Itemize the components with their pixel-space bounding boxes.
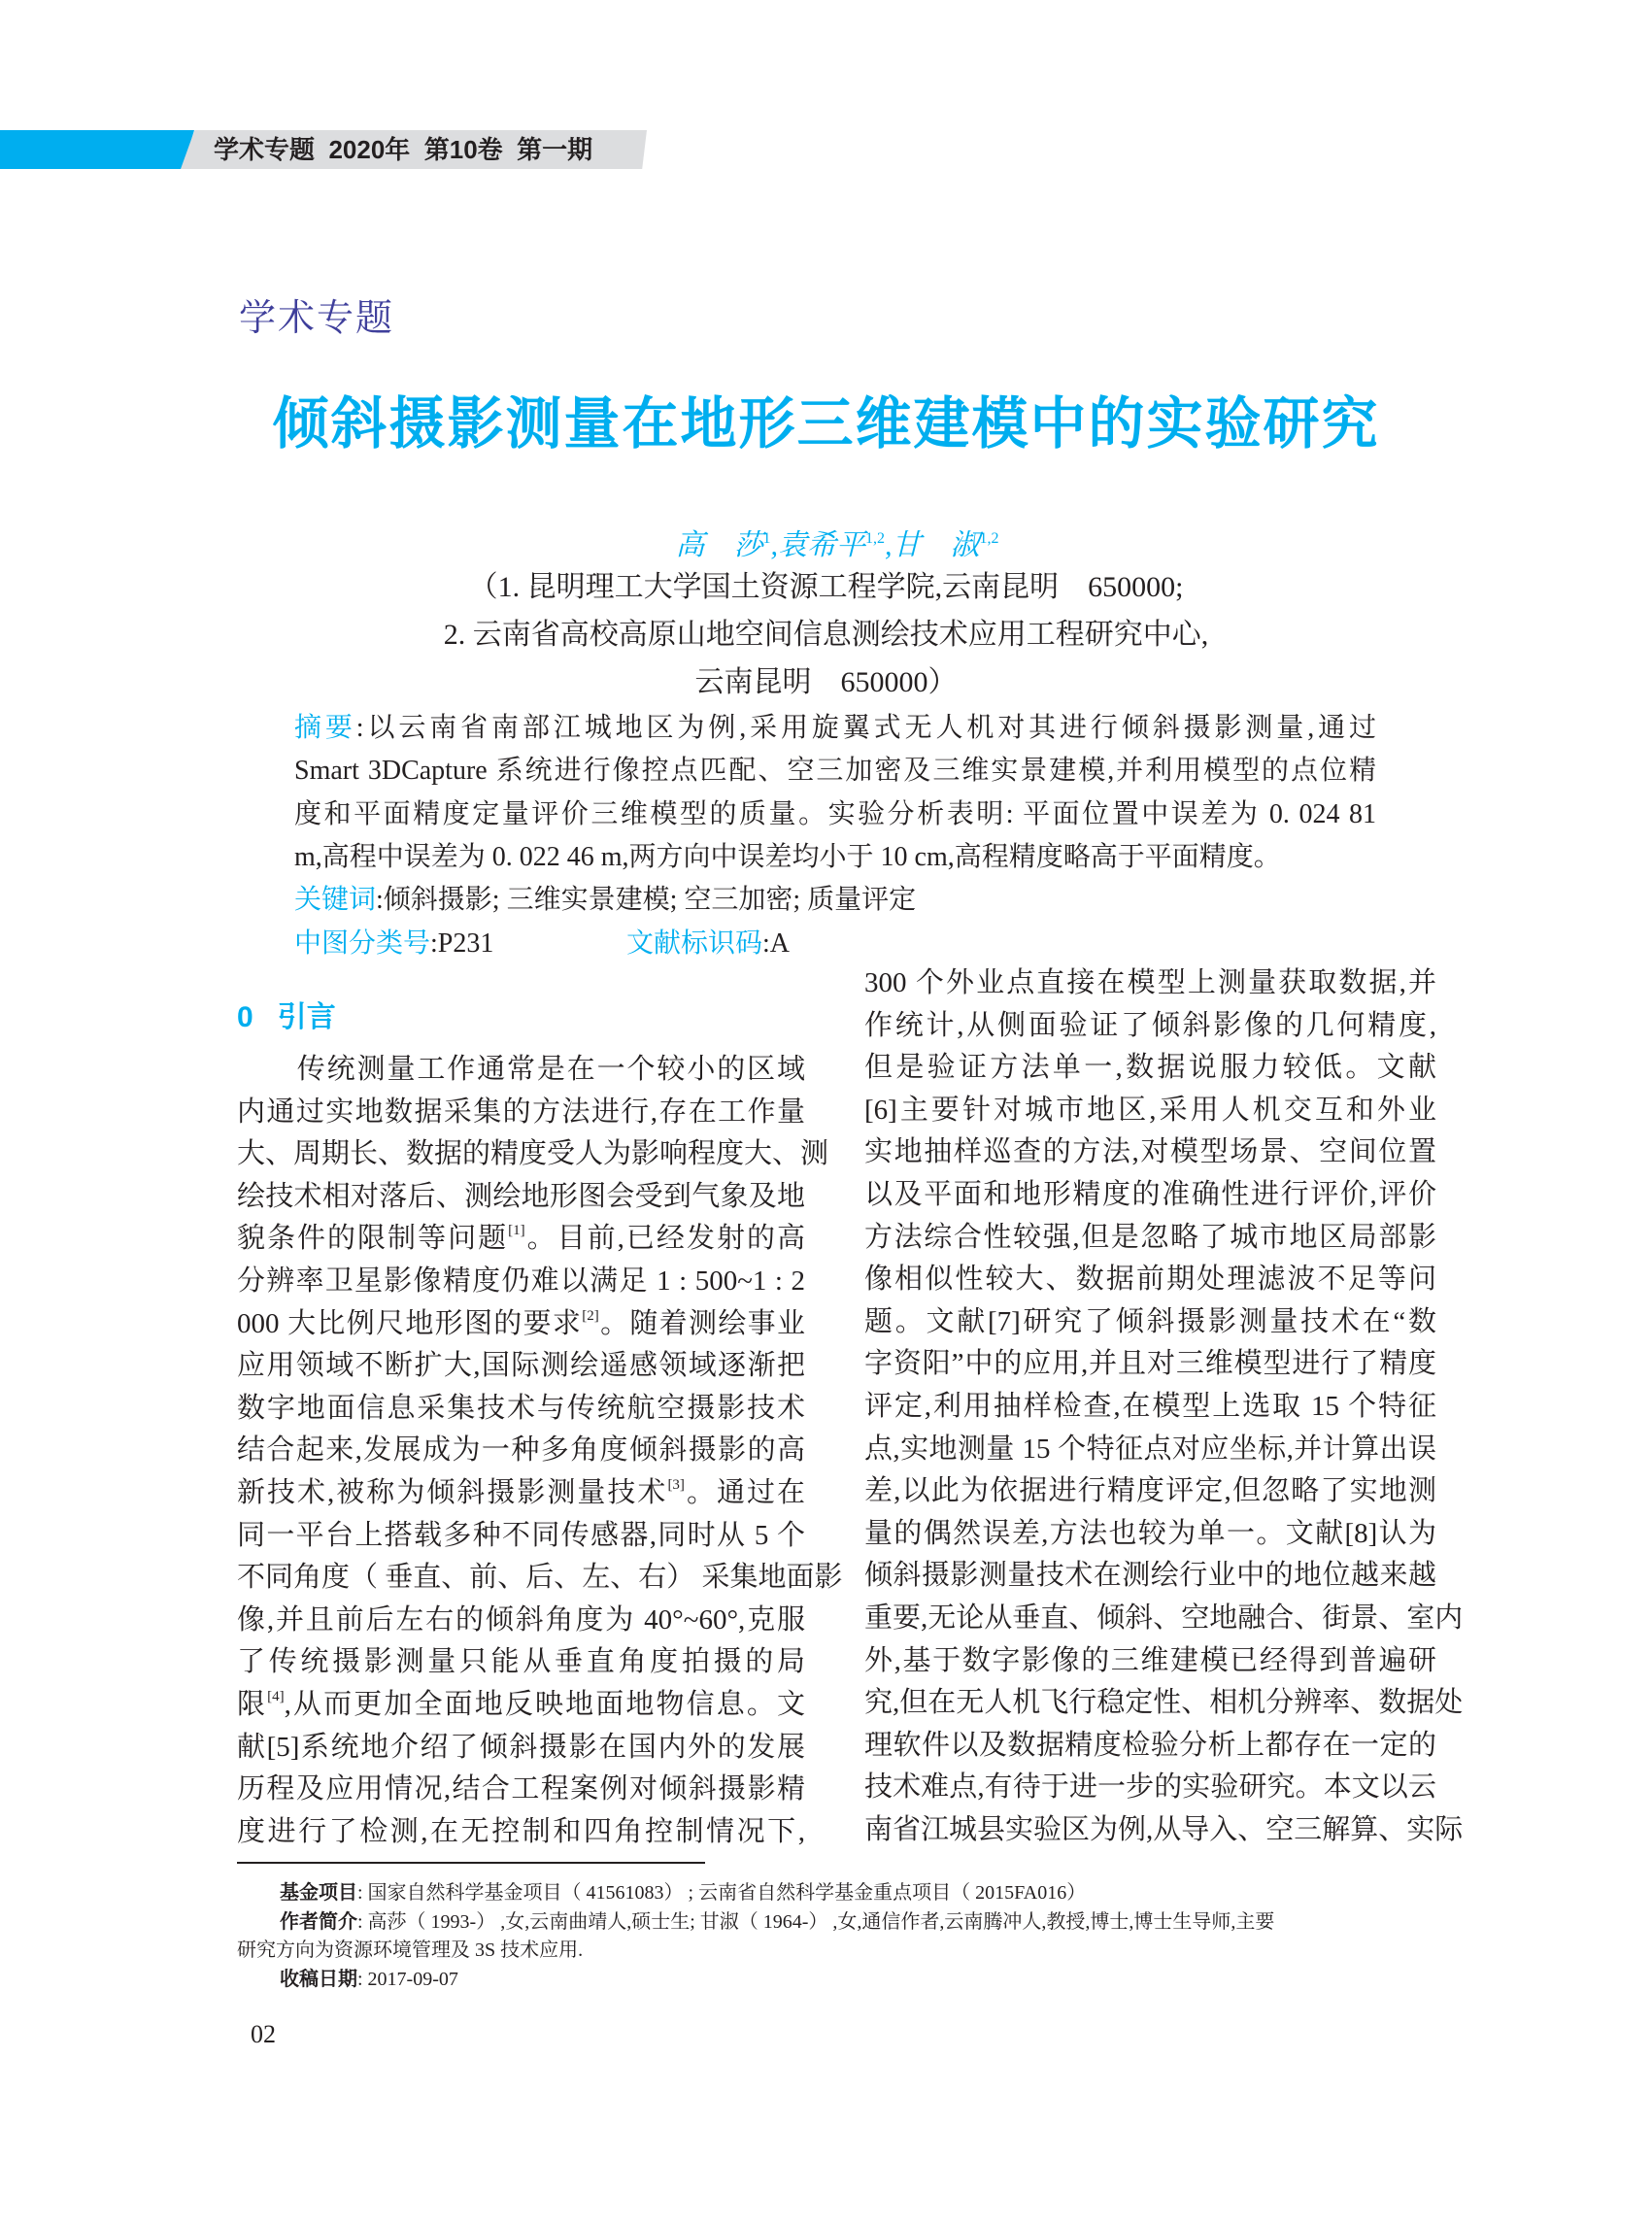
body-text: 传统测量工作通常是在一个较小的区域 <box>237 1054 805 1085</box>
body-text: 南省江城县实验区为例,从导入、空三解算、实际 <box>864 1813 1464 1845</box>
body-text: 结合起来,发展成为一种多角度倾斜摄影的高 <box>237 1434 805 1467</box>
body-line <box>237 1388 805 1431</box>
keywords-text: :倾斜摄影; 三维实景建模; 空三加密; 质量评定 <box>376 885 917 915</box>
footnote-text: : 2017-09-07 <box>357 1969 458 1990</box>
body-line <box>864 1005 1436 1048</box>
body-line <box>864 1809 1464 1852</box>
body-text: 像,并且前后左右的倾斜角度为 40°~60°,克服 <box>237 1603 805 1636</box>
body-line <box>237 1261 805 1303</box>
body-line <box>864 1555 1436 1598</box>
body-text: 评定,利用抽样检查,在模型上选取 15 个特征 <box>864 1390 1436 1422</box>
body-line <box>864 1386 1436 1429</box>
section-label: 学术专题 <box>239 298 395 339</box>
body-line <box>237 1176 805 1219</box>
body-line <box>237 1049 805 1092</box>
body-text: 限 <box>237 1688 268 1720</box>
body-text: 外,基于数字影像的三维建模已经得到普遍研 <box>864 1644 1436 1676</box>
body-text: 究,但在无人机飞行稳定性、相机分辨率、数据处 <box>864 1687 1464 1719</box>
affiliation-line: （1. 昆明理工大学国土资源工程学院,云南昆明 650000; <box>468 571 1184 603</box>
body-line <box>237 1727 805 1770</box>
body-line <box>237 1218 805 1261</box>
body-text: 字资阳”中的应用,并且对三维模型进行了精度 <box>864 1348 1436 1380</box>
body-line <box>864 1725 1436 1768</box>
body-line <box>864 1767 1436 1809</box>
body-line <box>864 1343 1436 1386</box>
body-text: 300 个外业点直接在模型上测量获取数据,并 <box>864 967 1436 998</box>
body-line <box>864 1640 1436 1683</box>
document-code-value: :A <box>762 928 791 959</box>
body-line <box>864 962 1436 1005</box>
abstract-text: :以云南省南部江城地区为例,采用旋翼式无人机对其进行倾斜摄影测量,通过 <box>355 713 1376 743</box>
left-column-body <box>237 1049 843 1853</box>
footnote-label: 作者简介 <box>280 1911 357 1933</box>
footnote-author-cont: 研究方向为资源环境管理及 3S 技术应用. <box>237 1939 584 1961</box>
body-text: [6]主要针对城市地区,采用人机交互和外业 <box>864 1094 1436 1126</box>
body-text: 献[5]系统地介绍了倾斜摄影在国内外的发展 <box>237 1731 805 1763</box>
body-line <box>237 1600 805 1642</box>
body-text: 新技术,被称为倾斜摄影测量技术 <box>237 1476 668 1508</box>
running-header: 学术专题 2020年 第10卷 第一期 <box>214 135 593 164</box>
body-line <box>237 1769 805 1811</box>
citation-mark: [3] <box>667 1476 685 1493</box>
section-heading <box>237 993 336 1035</box>
page-number: 02 <box>251 2020 276 2048</box>
body-line <box>864 1131 1436 1174</box>
abstract-label: 摘要 <box>294 713 356 743</box>
body-line <box>864 1047 1436 1090</box>
body-text: 度进行了检测,在无控制和四角控制情况下, <box>237 1815 805 1847</box>
citation-mark: [4] <box>267 1688 285 1704</box>
author-affiliation-mark: 1 <box>762 530 771 547</box>
body-text: 大、周期长、数据的精度受人为影响程度大、测 <box>237 1138 829 1170</box>
body-line <box>237 1345 805 1388</box>
section-title: 引言 <box>277 1001 336 1033</box>
citation-mark: [1] <box>508 1223 525 1239</box>
footnote-text: : 国家自然科学基金项目（ 41561083） ; 云南省自然科学基金重点项目（ 2015FA016） <box>357 1882 1087 1904</box>
body-text: 作统计,从侧面验证了倾斜影像的几何精度, <box>864 1009 1436 1041</box>
body-text: 点,实地测量 15 个特征点对应坐标,并计算出误 <box>864 1433 1436 1465</box>
body-line <box>237 1684 805 1727</box>
body-line <box>237 1515 805 1558</box>
body-text: 但是验证方法单一,数据说服力较低。文献 <box>864 1052 1436 1084</box>
body-line <box>237 1472 805 1515</box>
body-text: 000 大比例尺地形图的要求 <box>237 1307 583 1339</box>
body-text: 倾斜摄影测量技术在测绘行业中的地位越来越 <box>864 1560 1436 1592</box>
body-text: 。随着测绘事业 <box>598 1307 805 1339</box>
body-text: 历程及应用情况,结合工程案例对倾斜摄影精 <box>237 1773 805 1805</box>
body-line <box>864 1429 1436 1471</box>
body-line <box>864 1217 1436 1260</box>
body-text: 题。文献[7]研究了倾斜摄影测量技术在“数 <box>864 1305 1436 1337</box>
author-name: 高 莎 <box>675 529 763 561</box>
classification-label: 中图分类号 <box>294 928 431 959</box>
keywords-label: 关键词 <box>294 885 377 915</box>
body-text: 不同角度（ 垂直、前、后、左、右） 采集地面影 <box>237 1562 843 1594</box>
author-separator: , <box>885 529 893 561</box>
body-text: 技术难点,有待于进一步的实验研究。本文以云 <box>864 1771 1436 1804</box>
document-code <box>626 925 918 963</box>
body-line <box>864 1174 1436 1217</box>
paper-title: 倾斜摄影测量在地形三维建模中的实验研究 <box>272 392 1380 455</box>
body-line <box>864 1301 1436 1344</box>
author-list <box>0 521 1652 563</box>
footnote-divider <box>237 1862 705 1864</box>
classification <box>294 925 615 963</box>
body-text: 理软件以及数据精度检验分析上都存在一定的 <box>864 1729 1436 1761</box>
affiliation-line: 云南昆明 650000） <box>694 666 958 698</box>
body-text: 。目前,已经发射的高 <box>524 1223 805 1255</box>
body-line <box>864 1513 1436 1556</box>
document-code-label: 文献标识码 <box>626 928 763 959</box>
body-text: 实地抽样巡查的方法,对模型场景、空间位置 <box>864 1136 1436 1168</box>
section-number: 0 <box>237 1001 253 1033</box>
body-text: 以及平面和地形精度的准确性进行评价,评价 <box>864 1178 1436 1210</box>
body-text: 方法综合性较强,但是忽略了城市地区局部影 <box>864 1221 1436 1253</box>
author-name: 袁希平 <box>778 529 865 561</box>
body-line <box>237 1133 829 1176</box>
classification-code: :P231 <box>430 928 494 959</box>
author-separator: , <box>770 529 778 561</box>
body-text: ,从而更加全面地反映地面地物信息。文 <box>284 1688 805 1720</box>
body-line <box>864 1259 1436 1301</box>
right-column-body <box>864 962 1464 1851</box>
header-accent-band <box>0 130 194 169</box>
body-text: 数字地面信息采集技术与传统航空摄影技术 <box>237 1392 805 1424</box>
author-affiliation-mark: 1,2 <box>865 530 885 547</box>
body-line <box>864 1470 1436 1513</box>
body-line <box>237 1430 805 1472</box>
abstract-line: m,高程中误差为 0. 022 46 m,两方向中误差均小于 10 cm,高程精度略高于平面精度。 <box>294 842 1281 872</box>
body-line <box>864 1682 1464 1725</box>
footnote-label: 基金项目 <box>280 1882 357 1904</box>
body-text: 重要,无论从垂直、倾斜、空地融合、街景、室内 <box>864 1602 1464 1634</box>
body-line <box>864 1598 1464 1640</box>
body-text: 同一平台上搭载多种不同传感器,同时从 5 个 <box>237 1519 805 1551</box>
abstract-line: 度和平面精度定量评价三维模型的质量。实验分析表明: 平面位置中误差为 0. 024 81 <box>294 799 1376 829</box>
body-text: 量的偶然误差,方法也较为单一。文献[8]认为 <box>864 1517 1436 1549</box>
footnote-label: 收稿日期 <box>280 1969 357 1990</box>
body-text: 绘技术相对落后、测绘地形图会受到气象及地 <box>237 1180 805 1212</box>
body-line <box>237 1811 805 1854</box>
keywords <box>294 881 1376 920</box>
footnote-fund <box>280 1879 1086 1906</box>
body-text: 应用领域不断扩大,国际测绘遥感领域逐渐把 <box>237 1350 805 1382</box>
footnote-date <box>280 1966 458 1993</box>
abstract-line <box>294 709 1376 748</box>
footnote-text: : 高莎（ 1993-） ,女,云南曲靖人,硕士生; 甘淑（ 1964-） ,女,通信作者,云南腾冲人,教授,博士,博士生导师,主要 <box>357 1911 1275 1933</box>
body-line <box>237 1092 805 1134</box>
abstract-line: Smart 3DCapture 系统进行像控点匹配、空三加密及三维实景建模,并利用模型的点位精 <box>294 756 1376 786</box>
author-affiliation-mark: 1,2 <box>979 530 999 547</box>
body-text: 了传统摄影测量只能从垂直角度拍摄的局 <box>237 1646 805 1678</box>
body-line <box>237 1557 843 1600</box>
body-line <box>237 1641 805 1684</box>
body-text: 貌条件的限制等问题 <box>237 1223 509 1255</box>
author-name: 甘 淑 <box>892 529 980 561</box>
affiliation-line: 2. 云南省高校高原山地空间信息测绘技术应用工程研究中心, <box>443 619 1209 651</box>
footnote-author <box>280 1908 1274 1936</box>
body-line <box>237 1303 805 1346</box>
body-text: 内通过实地数据采集的方法进行,存在工作量 <box>237 1096 805 1128</box>
body-text: 差,以此为依据进行精度评定,但忽略了实地测 <box>864 1475 1436 1507</box>
body-line <box>864 1090 1436 1132</box>
body-text: 像相似性较大、数据前期处理滤波不足等问 <box>864 1264 1436 1296</box>
body-text: 。通过在 <box>684 1476 805 1508</box>
body-text: 分辨率卫星影像精度仍难以满足 1 : 500~1 : 2 <box>237 1265 805 1297</box>
citation-mark: [2] <box>582 1307 599 1324</box>
